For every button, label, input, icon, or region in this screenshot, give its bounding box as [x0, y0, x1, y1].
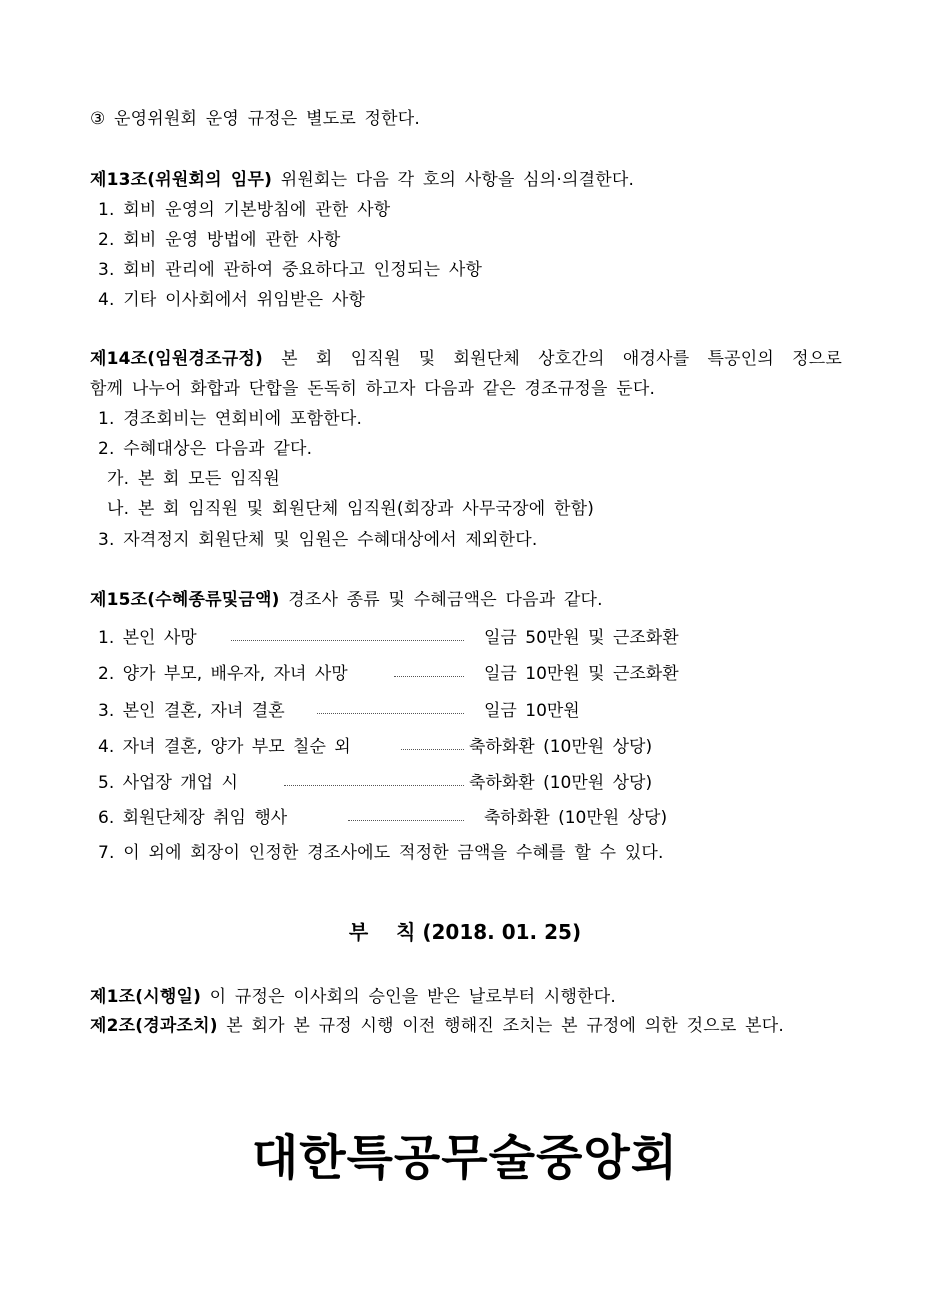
art13-item: 1. 회비 운영의 기본방침에 관한 사항	[98, 200, 391, 220]
supplementary-title: 부 칙 (2018. 01. 25)	[348, 920, 582, 944]
supplementary-article2-heading: 제2조(경과조치)	[90, 1016, 218, 1036]
art15-body: 경조사 종류 및 수혜금액은 다음과 같다.	[279, 590, 603, 610]
benefit-amount: 일금 50만원 및 근조화환	[484, 628, 679, 648]
art15-item7: 7. 이 외에 회장이 인정한 경조사에도 적정한 금액을 수혜를 할 수 있다.	[98, 843, 664, 863]
benefit-row	[98, 663, 718, 685]
benefit-row	[98, 700, 718, 722]
benefit-label: 1. 본인 사망	[98, 628, 197, 648]
dotted-leader	[401, 749, 464, 750]
art15-heading: 제15조(수혜종류및금액)	[90, 590, 280, 610]
benefit-label: 6. 회원단체장 취임 행사	[98, 808, 288, 828]
art13-body: 위원회는 다음 각 호의 사항을 심의·의결한다.	[272, 170, 635, 190]
benefit-label: 2. 양가 부모, 배우자, 자녀 사망	[98, 664, 348, 684]
dotted-leader	[284, 785, 464, 786]
dotted-leader	[317, 713, 464, 714]
art14-item: 3. 자격정지 회원단체 및 임원은 수혜대상에서 제외한다.	[98, 530, 538, 550]
art15-paragraph	[90, 589, 603, 611]
benefit-label: 3. 본인 결혼, 자녀 결혼	[98, 701, 285, 721]
benefit-row	[98, 627, 718, 649]
benefit-amount: 축하화환 (10만원 상당)	[469, 737, 653, 757]
art14-item: 1. 경조회비는 연회비에 포함한다.	[98, 409, 363, 429]
art14-subitem: 가. 본 회 모든 임직원	[107, 469, 280, 489]
art13-item: 4. 기타 이사회에서 위임받은 사항	[98, 290, 366, 310]
art13-item: 3. 회비 관리에 관하여 중요하다고 인정되는 사항	[98, 260, 483, 280]
organization-name: 대한특공무술중앙회	[251, 1130, 679, 1186]
art14-paragraph-line1	[90, 348, 842, 370]
dotted-leader	[394, 676, 464, 677]
art14-item: 2. 수혜대상은 다음과 같다.	[98, 439, 313, 459]
benefit-amount: 일금 10만원 및 근조화환	[484, 664, 679, 684]
supplementary-article1-heading: 제1조(시행일)	[90, 987, 202, 1007]
art14-paragraph-line2: 함께 나누어 화합과 단합을 돈독히 하고자 다음과 같은 경조규정을 둔다.	[90, 379, 656, 399]
art12-item3: ③ 운영위원회 운영 규정은 별도로 정한다.	[90, 109, 421, 129]
art14-subitem: 나. 본 회 임직원 및 회원단체 임직원(회장과 사무국장에 한함)	[107, 499, 595, 519]
benefit-row	[98, 736, 718, 758]
supplementary-article1	[90, 986, 616, 1008]
benefit-row	[98, 807, 718, 829]
supplementary-article2-body: 본 회가 본 규정 시행 이전 행해진 조치는 본 규정에 의한 것으로 본다.	[217, 1016, 784, 1036]
benefit-amount: 축하화환 (10만원 상당)	[469, 773, 653, 793]
benefit-label: 5. 사업장 개업 시	[98, 773, 238, 793]
art13-heading: 제13조(위원회의 임무)	[90, 170, 273, 190]
benefit-amount: 일금 10만원	[484, 701, 580, 721]
benefit-row	[98, 772, 718, 794]
art13-item: 2. 회비 운영 방법에 관한 사항	[98, 230, 341, 250]
supplementary-article2	[90, 1015, 784, 1037]
benefit-label: 4. 자녀 결혼, 양가 부모 칠순 외	[98, 737, 351, 757]
benefit-amount: 축하화환 (10만원 상당)	[484, 808, 668, 828]
art14-body-line1: 본 회 임직원 및 회원단체 상호간의 애경사를 특공인의 정으로	[262, 349, 842, 369]
supplementary-article1-body: 이 규정은 이사회의 승인을 받은 날로부터 시행한다.	[201, 987, 616, 1007]
dotted-leader	[348, 820, 464, 821]
art13-paragraph	[90, 169, 634, 191]
dotted-leader	[231, 640, 464, 641]
art14-heading: 제14조(임원경조규정)	[90, 349, 263, 369]
